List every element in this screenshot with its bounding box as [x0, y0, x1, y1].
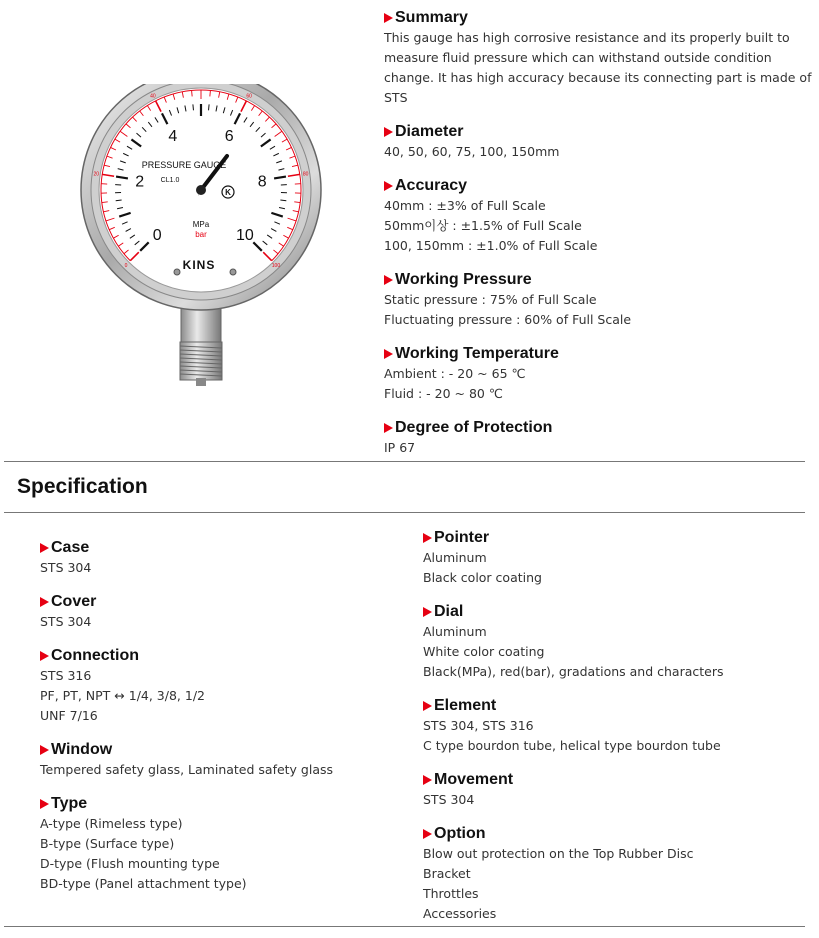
section-line: Black(MPa), red(bar), gradations and characters — [423, 662, 813, 682]
section-diameter — [384, 122, 814, 162]
divider-bottom — [4, 926, 805, 927]
section-window — [40, 740, 400, 780]
section-title-text: Degree of Protection — [395, 418, 552, 438]
mpa-scale-label: 6 — [225, 128, 234, 145]
section-cover — [40, 592, 400, 632]
section-line: BD-type (Panel attachment type) — [40, 874, 400, 894]
section-line: measure fluid pressure which can withstand outside condition — [384, 48, 814, 68]
section-line: Blow out protection on the Top Rubber Disc — [423, 844, 813, 864]
bar-scale-tick — [192, 90, 193, 96]
section-title-text: Element — [434, 696, 496, 716]
section-line: Static pressure : 75% of Full Scale — [384, 290, 814, 310]
triangle-bullet-icon — [384, 423, 393, 433]
section-title — [384, 344, 814, 364]
bar-scale-label: 40 — [150, 94, 156, 100]
section-working-temperature — [384, 344, 814, 404]
section-line: Fluctuating pressure : 60% of Full Scale — [384, 310, 814, 330]
divider-spec — [4, 512, 805, 513]
mpa-scale-label: 4 — [168, 128, 177, 145]
section-title — [384, 418, 814, 438]
section-line: IP 67 — [384, 438, 814, 458]
section-title — [423, 824, 813, 844]
unit-bar: bar — [195, 230, 207, 239]
section-title-text: Window — [51, 740, 112, 760]
triangle-bullet-icon — [423, 607, 432, 617]
section-line: 40mm : ±3% of Full Scale — [384, 196, 814, 216]
section-line: D-type (Flush mounting type — [40, 854, 400, 874]
triangle-bullet-icon — [384, 13, 393, 23]
spec-left-column — [40, 538, 400, 908]
section-line: White color coating — [423, 642, 813, 662]
section-title — [384, 8, 814, 28]
section-title-text: Accuracy — [395, 176, 467, 196]
section-type — [40, 794, 400, 894]
section-title-text: Connection — [51, 646, 139, 666]
section-line: 40, 50, 60, 75, 100, 150mm — [384, 142, 814, 162]
section-line: 50mm이상 : ±1.5% of Full Scale — [384, 216, 814, 236]
section-line: C type bourdon tube, helical type bourdon tube — [423, 736, 813, 756]
mpa-scale-label: 2 — [135, 173, 144, 190]
section-line: 100, 150mm : ±1.0% of Full Scale — [384, 236, 814, 256]
section-title — [423, 602, 813, 622]
mpa-scale-label: 8 — [258, 173, 267, 190]
section-line: Ambient : - 20 ~ 65 ℃ — [384, 364, 814, 384]
section-title-text: Case — [51, 538, 89, 558]
specification-heading: Specification — [17, 475, 148, 499]
section-movement — [423, 770, 813, 810]
section-title-text: Type — [51, 794, 87, 814]
section-title — [384, 176, 814, 196]
section-line: Tempered safety glass, Laminated safety glass — [40, 760, 400, 780]
section-title — [40, 646, 400, 666]
triangle-bullet-icon — [423, 775, 432, 785]
mpa-scale-label: 0 — [153, 227, 162, 244]
summary-column — [384, 8, 814, 472]
section-title-text: Option — [434, 824, 486, 844]
triangle-bullet-icon — [40, 651, 49, 661]
section-line: change. It has high accuracy because its connecting part is made of — [384, 68, 814, 88]
triangle-bullet-icon — [423, 701, 432, 711]
section-line: Aluminum — [423, 548, 813, 568]
section-title-text: Diameter — [395, 122, 463, 142]
section-title-text: Summary — [395, 8, 468, 28]
triangle-bullet-icon — [423, 533, 432, 543]
spec-right-column — [423, 528, 813, 938]
section-line: B-type (Surface type) — [40, 834, 400, 854]
section-line: STS 304 — [40, 612, 400, 632]
bar-scale-label: 100 — [272, 263, 281, 269]
section-line: Accessories — [423, 904, 813, 924]
svg-text:K: K — [225, 188, 231, 197]
section-title-text: Cover — [51, 592, 96, 612]
section-title-text: Pointer — [434, 528, 489, 548]
section-option — [423, 824, 813, 924]
section-title-text: Dial — [434, 602, 463, 622]
section-line: A-type (Rimeless type) — [40, 814, 400, 834]
section-pointer — [423, 528, 813, 588]
bar-scale-label: 60 — [246, 94, 252, 100]
dial-title: PRESSURE GAUGE — [142, 160, 227, 170]
section-degree-of-protection — [384, 418, 814, 458]
section-line: Black color coating — [423, 568, 813, 588]
mpa-scale-label: 10 — [236, 227, 254, 244]
section-title — [423, 696, 813, 716]
unit-mpa: MPa — [193, 220, 210, 229]
triangle-bullet-icon — [384, 275, 393, 285]
bar-scale-label: 20 — [94, 171, 100, 177]
section-title-text: Working Temperature — [395, 344, 559, 364]
triangle-bullet-icon — [384, 181, 393, 191]
section-line: PF, PT, NPT ↔ 1/4, 3/8, 1/2 — [40, 686, 400, 706]
mpa-scale-tick — [209, 104, 210, 110]
section-line: STS 304, STS 316 — [423, 716, 813, 736]
section-line: This gauge has high corrosive resistance and its properly built to — [384, 28, 814, 48]
bar-scale-label: 0 — [125, 263, 128, 269]
section-line: UNF 7/16 — [40, 706, 400, 726]
bar-scale-tick — [210, 90, 211, 96]
section-title — [40, 794, 400, 814]
section-line: STS 304 — [40, 558, 400, 578]
triangle-bullet-icon — [384, 349, 393, 359]
section-title — [40, 592, 400, 612]
brand-logo: KINS — [183, 258, 216, 272]
section-title — [40, 740, 400, 760]
section-title — [384, 122, 814, 142]
section-title — [40, 538, 400, 558]
section-title — [384, 270, 814, 290]
pressure-gauge-image — [76, 84, 326, 394]
triangle-bullet-icon — [40, 597, 49, 607]
mpa-scale-tick — [193, 104, 194, 110]
gauge-svg — [76, 84, 326, 394]
section-line: Bracket — [423, 864, 813, 884]
section-case — [40, 538, 400, 578]
section-line: Fluid : - 20 ~ 80 ℃ — [384, 384, 814, 404]
section-title-text: Working Pressure — [395, 270, 532, 290]
triangle-bullet-icon — [40, 745, 49, 755]
triangle-bullet-icon — [40, 799, 49, 809]
section-working-pressure — [384, 270, 814, 330]
section-line: Aluminum — [423, 622, 813, 642]
section-summary — [384, 8, 814, 108]
triangle-bullet-icon — [384, 127, 393, 137]
section-line: STS 316 — [40, 666, 400, 686]
section-line: Throttles — [423, 884, 813, 904]
section-accuracy — [384, 176, 814, 256]
bar-scale-label: 80 — [303, 171, 309, 177]
section-title — [423, 770, 813, 790]
section-line: STS 304 — [423, 790, 813, 810]
section-title — [423, 528, 813, 548]
section-title-text: Movement — [434, 770, 513, 790]
divider-top — [4, 461, 805, 462]
dial-class: CL1.0 — [161, 177, 180, 184]
section-line: STS — [384, 88, 814, 108]
section-connection — [40, 646, 400, 726]
triangle-bullet-icon — [423, 829, 432, 839]
triangle-bullet-icon — [40, 543, 49, 553]
section-dial — [423, 602, 813, 682]
section-element — [423, 696, 813, 756]
